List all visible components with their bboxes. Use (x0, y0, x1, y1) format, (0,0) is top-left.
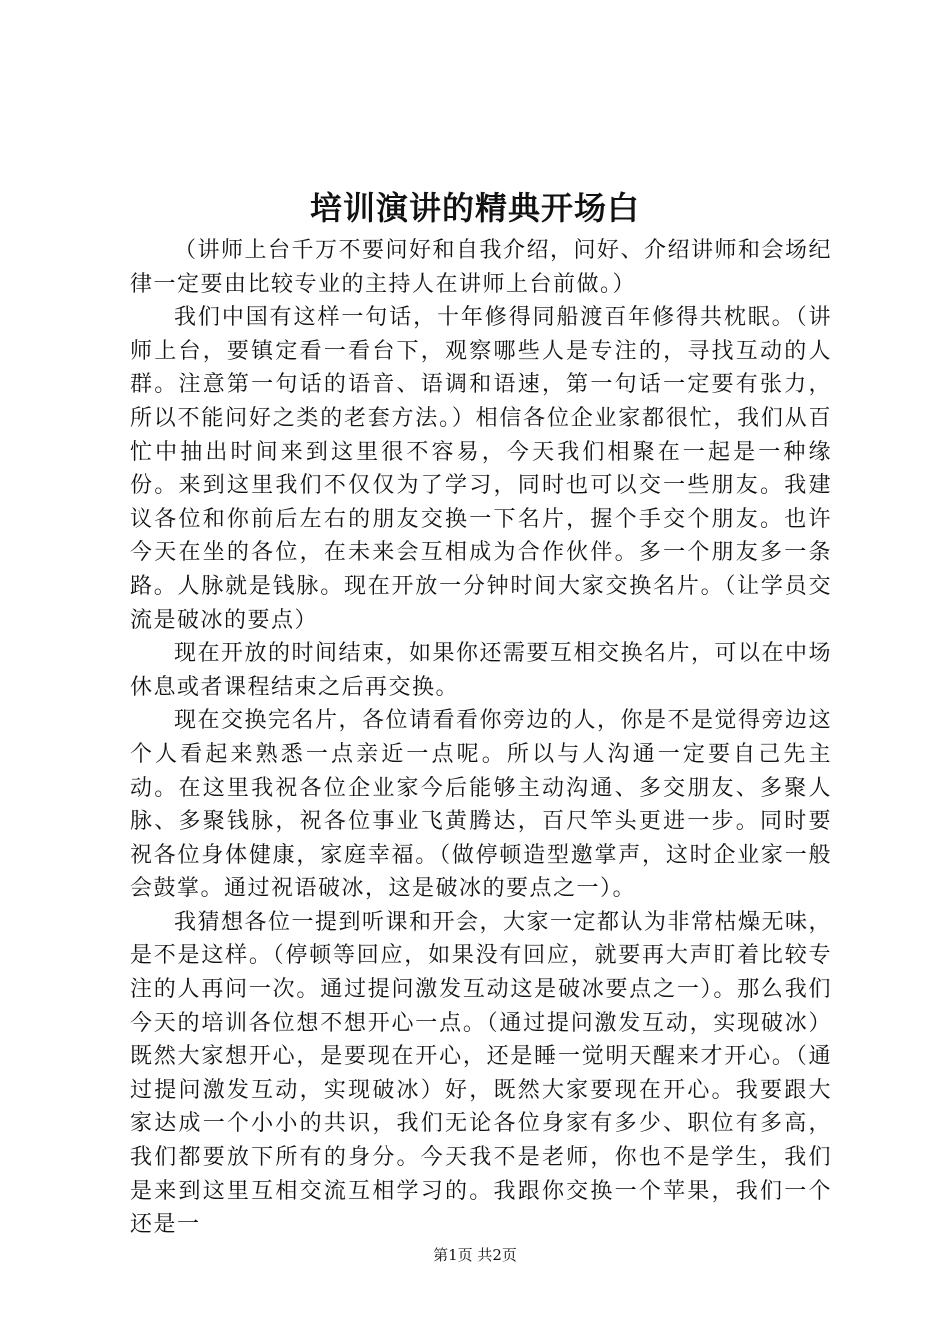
paragraph: 我们中国有这样一句话，十年修得同船渡百年修得共枕眠。（讲师上台，要镇定看一看台下，观察哪些人是专注的，寻找互动的人群。注意第一句话的语音、语调和语速，第一句话一定要有张力，所以不能问好之类的老套方法。）相信各位企业家都很忙，我们从百忙中抽出时间来到这里很不容易，今天我们相聚在一起是一种缘份。来到这里我们不仅仅为了学习，同时也可以交一些朋友。我建议各位和你前后左右的朋友交换一下名片，握个手交个朋友。也许今天在坐的各位，在未来会互相成为合作伙伴。多一个朋友多一条路。人脉就是钱脉。现在开放一分钟时间大家交换名片。（让学员交流是破冰的要点） (130, 305, 832, 633)
paragraph: （讲师上台千万不要问好和自我介绍，问好、介绍讲师和会场纪律一定要由比较专业的主持人在讲师上台前做。） (130, 238, 833, 297)
paragraph: 我猜想各位一提到听课和开会，大家一定都认为非常枯燥无味，是不是这样。（停顿等回应，如果没有回应，就要再大声盯着比较专注的人再问一次。通过提问激发互动这是破冰要点之一）。那么我们今天的培训各位想不想开心一点。（通过提问激发互动，实现破冰）既然大家想开心，是要现在开心，还是睡一觉明天醒来才开心。（通过提问激发互动，实现破冰）好，既然大家要现在开心。我要跟大家达成一个小小的共识，我们无论各位身家有多少、职位有多高，我们都要放下所有的身分。今天我不是老师，你也不是学生，我们是来到这里互相交流互相学习的。我跟你交换一个苹果，我们一个还是一 (130, 909, 833, 1238)
paragraph: 现在开放的时间结束，如果你还需要互相交换名片，可以在中场休息或者课程结束之后再交换。 (130, 641, 833, 700)
paragraph: 现在交换完名片，各位请看看你旁边的人，你是不是觉得旁边这个人看起来熟悉一点亲近一点呢。所以与人沟通一定要自己先主动。在这里我祝各位企业家今后能够主动沟通、多交朋友、多聚人脉、多聚钱脉，祝各位事业飞黄腾达，百尺竿头更进一步。同时要祝各位身体健康，家庭幸福。（做停顿造型邀掌声，这时企业家一般会鼓掌。通过祝语破冰，这是破冰的要点之一）。 (130, 708, 833, 902)
document-title: 培训演讲的精典开场白 (309, 189, 640, 227)
document-body (130, 234, 832, 1242)
page-footer: 第1页 共2页 (433, 1246, 517, 1264)
